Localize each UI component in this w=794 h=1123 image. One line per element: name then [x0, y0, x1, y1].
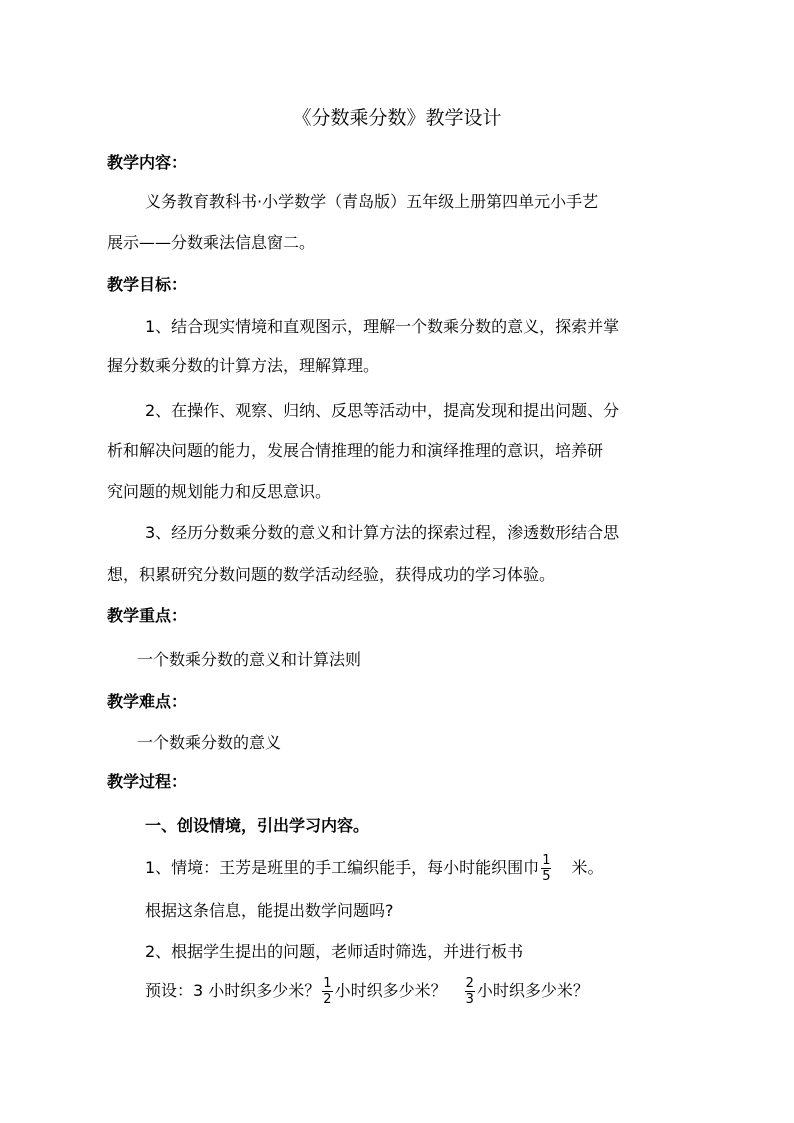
- preset-fraction-1: [322, 976, 332, 1007]
- scene-text: 1、情境：王芳是班里的手工编织能手，每小时能织围巾: [145, 858, 540, 877]
- focus-heading: 教学重点：: [107, 606, 188, 625]
- preset-fraction-2: [465, 976, 475, 1007]
- difficulty-text: 一个数乘分数的意义: [137, 733, 282, 752]
- question-line: 根据这条信息，能提出数学问题吗?: [145, 901, 394, 920]
- scene-fraction: [541, 853, 551, 884]
- content-line-2: 展示——分数乘法信息窗二。: [107, 233, 316, 252]
- step-2-line: 2、根据学生提出的问题，老师适时筛选，并进行板书: [145, 942, 524, 961]
- fraction-numerator: 1: [323, 976, 332, 991]
- fraction-denominator: 3: [465, 992, 474, 1007]
- goal-3-line-2: 想，积累研究分数问题的数学活动经验，获得成功的学习体验。: [107, 565, 556, 584]
- step-1-title: 一、创设情境，引出学习内容。: [145, 816, 370, 835]
- focus-text: 一个数乘分数的意义和计算法则: [137, 650, 362, 669]
- fraction-numerator: 2: [465, 976, 474, 991]
- goal-1-line-1: 1、结合现实情境和直观图示，理解一个数乘分数的意义，探索并掌: [145, 317, 620, 336]
- goals-heading: 教学目标：: [107, 275, 188, 294]
- scene-unit: 米。: [571, 858, 604, 877]
- content-heading: 教学内容：: [107, 153, 188, 172]
- difficulty-heading: 教学难点：: [107, 692, 188, 711]
- preset-question-c: 小时织多少米？: [476, 981, 589, 1000]
- fraction-denominator: 2: [323, 992, 332, 1007]
- fraction-denominator: 5: [542, 869, 551, 884]
- scene-line: [145, 853, 603, 884]
- goal-2-line-3: 究问题的规划能力和反思意识。: [107, 482, 332, 501]
- preset-question-b: 小时织多少米？: [334, 981, 447, 1000]
- content-line-1: 义务教育教科书·小学数学（青岛版）五年级上册第四单元小手艺: [145, 192, 599, 211]
- document-title: 《分数乘分数》教学设计: [292, 107, 502, 129]
- goal-2-line-2: 析和解决问题的能力，发展合情推理的能力和演绎推理的意识，培养研: [107, 441, 604, 460]
- process-heading: 教学过程：: [107, 772, 188, 791]
- goal-1-line-2: 握分数乘分数的计算方法，理解算理。: [107, 356, 380, 375]
- fraction-numerator: 1: [542, 853, 551, 868]
- goal-3-line-1: 3、经历分数乘分数的意义和计算方法的探索过程，渗透数形结合思: [145, 523, 620, 542]
- preset-line: [145, 976, 589, 1007]
- preset-question-a: 预设：3 小时织多少米？: [145, 981, 321, 1000]
- goal-2-line-1: 2、在操作、观察、归纳、反思等活动中，提高发现和提出问题、分: [145, 401, 620, 420]
